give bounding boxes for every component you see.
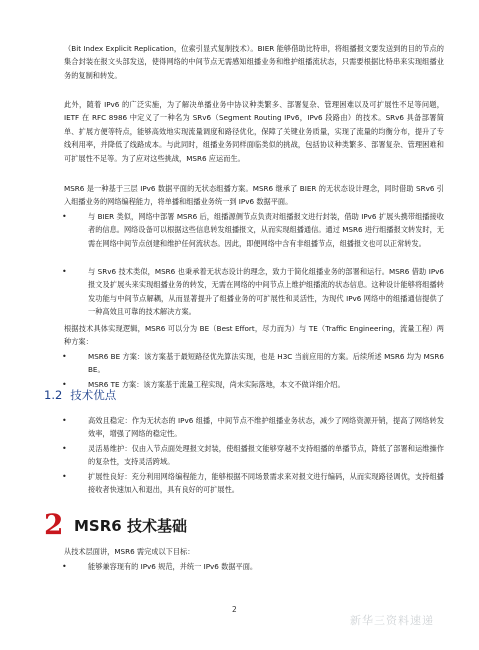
bullet-srv6-similarity: 与 SRv6 技术类似，MSR6 也秉承着无状态设计的理念，致力于简化组播业务的部署和运行。MSR6 借助 IPv6 报文及扩展头来实现组播业务的转发，无需在网络的中间节点上维护组播流的状态信息。这种设计能够将组播转发功能与中间节点解耦，从而显著提升了组播业务的可扩展性和灵活性，为现代 IPv6 网络中的组播通信提供了一种高效且可靠的技术解决方案。 <box>88 267 444 317</box>
watermark: 新华三资料速递 <box>350 614 434 627</box>
page-number: 2 <box>232 605 237 614</box>
bullet-dot: • <box>62 267 67 276</box>
bullet-dot: • <box>62 562 67 571</box>
section-number: 1.2 <box>44 388 63 402</box>
section-title: 技术优点 <box>70 388 117 402</box>
chapter-number: 2 <box>44 508 64 541</box>
advantage-efficient: 高效且稳定：作为无状态的 IPv6 组播，中间节点不维护组播业务状态，减少了网络资源开销，提高了网络转发效率，增强了网络的稳定性。 <box>88 416 444 439</box>
bullet-dot: • <box>62 472 67 481</box>
advantage-scalable: 扩展性良好：充分利用网络编程能力，能够根据不同场景需求来对报文进行编码，从而实现路径调优，支持组播接收者快速加入和退出，具有良好的可扩展性。 <box>88 472 444 495</box>
bullet-dot: • <box>62 380 67 389</box>
bullet-dot: • <box>62 212 67 221</box>
chapter-title: MSR6 技术基础 <box>74 517 187 535</box>
section-heading-1-2 <box>44 387 116 403</box>
goal-ipv6-compatible: 能够兼容现有的 IPv6 规范，并统一 IPv6 数据平面。 <box>88 562 258 571</box>
paragraph-bier-intro: （Bit Index Explicit Replication，位索引显式复制技术）。BIER 能够借助比特串，将组播报文要发送到的目的节点的集合封装在报文头部发送，使得网络的中间节点无需感知组播业务和维护组播流状态，只需要根据比特串来实现组播业务的复制和转发。 <box>64 44 444 80</box>
bullet-dot: • <box>62 444 67 453</box>
paragraph-goals-intro: 从技术层面讲，MSR6 需完成以下目标： <box>64 547 195 556</box>
advantage-flexible: 灵活易维护：仅由入节点面处理报文封装，使组播报文能够穿越不支持组播的单播节点，降低了部署和运维操作的复杂性，支持灵活跨域。 <box>88 444 444 467</box>
bullet-msr6-be: MSR6 BE 方案：该方案基于最短路径优先算法实现，也是 H3C 当前应用的方案。后续所述 MSR6 均为 MSR6 BE。 <box>88 352 444 375</box>
paragraph-srv6-background: 此外，随着 IPv6 的广泛实施，为了解决单播业务中协议种类繁多、部署复杂、管理困难以及可扩展性不足等问题，IETF 在 RFC 8986 中定义了一种名为 SRv6（Segment Routing IPv6，IPv6 段路由）的技术。SRv6 具备部署简单、扩展方便等特点，能够高效地实现流量调度和路径优化，保障了关键业务质量，实现了流量的均衡分布，提升了专线利用率，并降低了线路成本。与此同时，组播业务同样面临类似的挑战，包括协议种类繁多、部署复杂、管理困难和可扩展性不足等。为了应对这些挑战，MSR6 应运而生。 <box>64 100 444 163</box>
bullet-dot: • <box>62 352 67 361</box>
bullet-dot: • <box>62 416 67 425</box>
bullet-bier-similarity: 与 BIER 类似，网络中部署 MSR6 后，组播源侧节点负责对组播报文进行封装，借助 IPv6 扩展头携带组播接收者的信息。网络设备可以根据这些信息转发组播报文，从而实现组播通信。通过 MSR6 进行组播报文转发时，无需在网络中间节点创建和维护任何流状态。因此，即便网络中含有非组播节点，组播报文也可以正常转发。 <box>88 212 444 248</box>
bullet-msr6-te: MSR6 TE 方案：该方案基于流量工程实现，尚未实际落地，本文不做详细介绍。 <box>88 380 345 389</box>
paragraph-scheme-types: 根据技术具体实现逻辑，MSR6 可以分为 BE（Best Effort，尽力而为）与 TE（Traffic Engineering，流量工程）两种方案： <box>64 324 444 347</box>
paragraph-msr6-definition: MSR6 是一种基于三层 IPv6 数据平面的无状态组播方案。MSR6 继承了 BIER 的无状态设计理念，同时借助 SRv6 引入组播业务的网络编程能力，将单播和组播业务统一到 IPv6 数据平面。 <box>64 184 444 207</box>
